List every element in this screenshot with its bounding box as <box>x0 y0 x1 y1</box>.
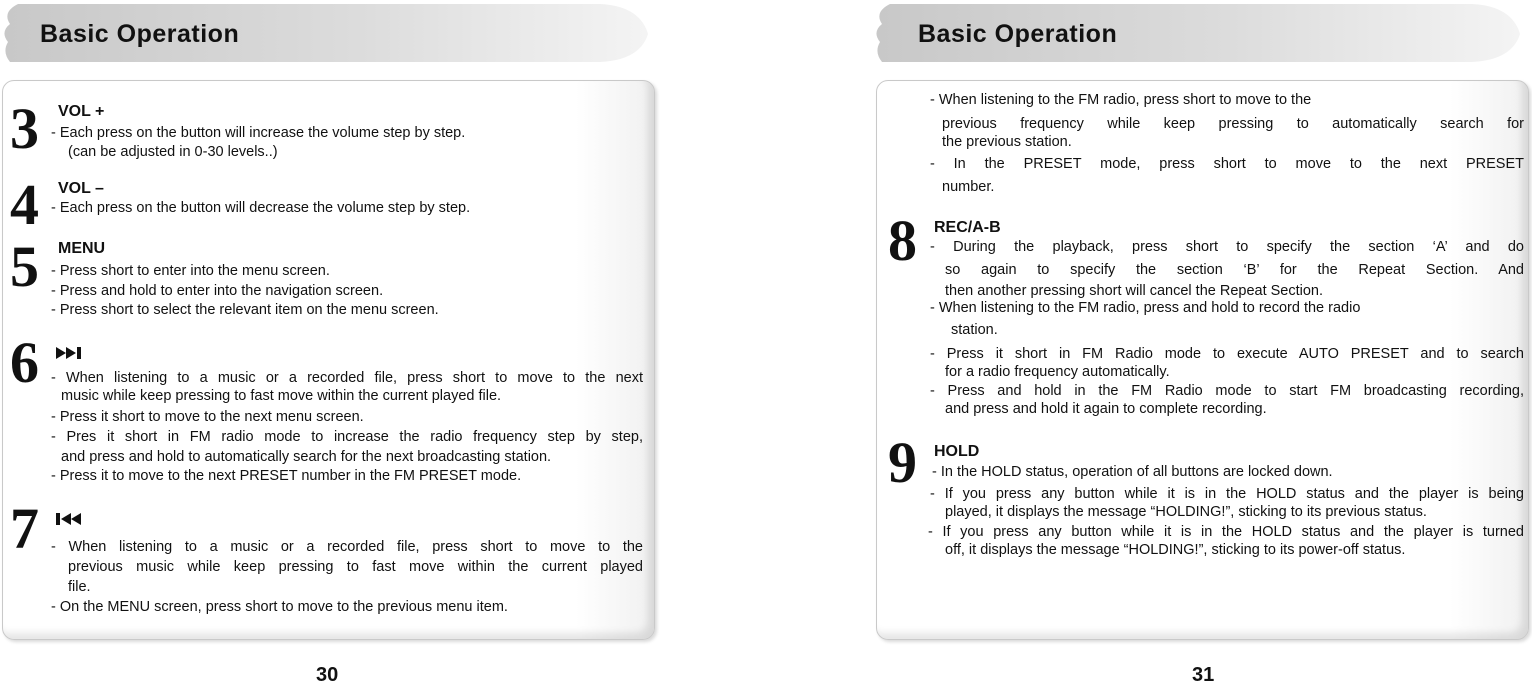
section-title-rec-ab: REC/A-B <box>934 219 1001 236</box>
text-line: - When listening to the FM radio, press and hold to record the radio <box>930 300 1361 316</box>
text-line: - On the MENU screen, press short to move to the previous menu item. <box>51 599 508 615</box>
text-line: music while keep pressing to fast move within the current played file. <box>61 388 502 404</box>
text-line: - Pres it short in FM radio mode to increase the radio frequency step by step, <box>51 429 643 445</box>
page-number: 31 <box>1192 664 1215 683</box>
header-banner <box>0 2 650 64</box>
text-line: - In the PRESET mode, press short to move to the next PRESET <box>930 156 1524 172</box>
section-number-3: 3 <box>10 96 39 161</box>
section-title-vol-up: VOL + <box>58 103 105 120</box>
text-line: and press and hold it again to complete recording. <box>945 401 1267 417</box>
text-line: - Press it short in FM Radio mode to execute AUTO PRESET and to search <box>930 346 1524 362</box>
right-page <box>872 0 1532 683</box>
text-line: - When listening to a music or a recorded file, press short to move to the next <box>51 370 643 386</box>
section-number-9: 9 <box>888 430 917 495</box>
text-line: played, it displays the message “HOLDING!”, sticking to its previous status. <box>945 504 1427 520</box>
section-title-hold: HOLD <box>934 443 980 460</box>
previous-track-icon <box>54 512 88 526</box>
text-line: - Press and hold to enter into the navigation screen. <box>51 283 384 299</box>
left-page <box>0 0 660 683</box>
section-title-vol-down: VOL – <box>58 180 104 197</box>
text-line: - If you press any button while it is in the HOLD status and the player is turned <box>928 524 1524 540</box>
text-line: - Press it short to move to the next menu screen. <box>51 409 364 425</box>
section-number-5: 5 <box>10 234 39 299</box>
text-line: file. <box>68 579 91 595</box>
section-number-4: 4 <box>10 172 39 237</box>
text-line: - When listening to the FM radio, press short to move to the <box>930 92 1312 108</box>
content-box <box>2 80 655 640</box>
section-title-menu: MENU <box>58 240 106 257</box>
text-line: - Each press on the button will decrease the volume step by step. <box>51 200 471 216</box>
header-title: Basic Operation <box>918 20 1118 48</box>
next-track-icon <box>54 346 88 360</box>
text-line: previous frequency while keep pressing to automatically search for <box>942 116 1524 132</box>
text-line: - Press short to select the relevant item on the menu screen. <box>51 302 439 318</box>
text-line: - If you press any button while it is in the HOLD status and the player is being <box>930 486 1524 502</box>
header-title: Basic Operation <box>40 20 240 48</box>
text-line: the previous station. <box>942 134 1072 150</box>
text-line: - Each press on the button will increase the volume step by step. <box>51 125 466 141</box>
section-number-6: 6 <box>10 330 39 395</box>
text-line: previous music while keep pressing to fast move within the current played <box>68 559 643 575</box>
text-line: (can be adjusted in 0-30 levels..) <box>68 144 278 160</box>
text-line: - During the playback, press short to specify the section ‘A’ and do <box>930 239 1524 255</box>
text-line: - Press it to move to the next PRESET number in the FM PRESET mode. <box>51 468 522 484</box>
text-line: - In the HOLD status, operation of all buttons are locked down. <box>932 464 1333 480</box>
header-banner <box>872 2 1522 64</box>
text-line: so again to specify the section ‘B’ for the Repeat Section. And <box>945 262 1524 278</box>
text-line: - Press short to enter into the menu screen. <box>51 263 330 279</box>
text-line: then another pressing short will cancel the Repeat Section. <box>945 283 1324 299</box>
text-line: - When listening to a music or a recorded file, press short to move to the <box>51 539 643 555</box>
section-number-7: 7 <box>10 496 39 561</box>
text-line: for a radio frequency automatically. <box>945 364 1170 380</box>
text-line: station. <box>951 322 998 338</box>
page-number: 30 <box>316 664 339 683</box>
section-number-8: 8 <box>888 208 917 273</box>
text-line: and press and hold to automatically search for the next broadcasting station. <box>61 449 552 465</box>
text-line: number. <box>942 179 995 195</box>
text-line: - Press and hold in the FM Radio mode to start FM broadcasting recording, <box>930 383 1524 399</box>
text-line: off, it displays the message “HOLDING!”, sticking to its power-off status. <box>945 542 1406 558</box>
